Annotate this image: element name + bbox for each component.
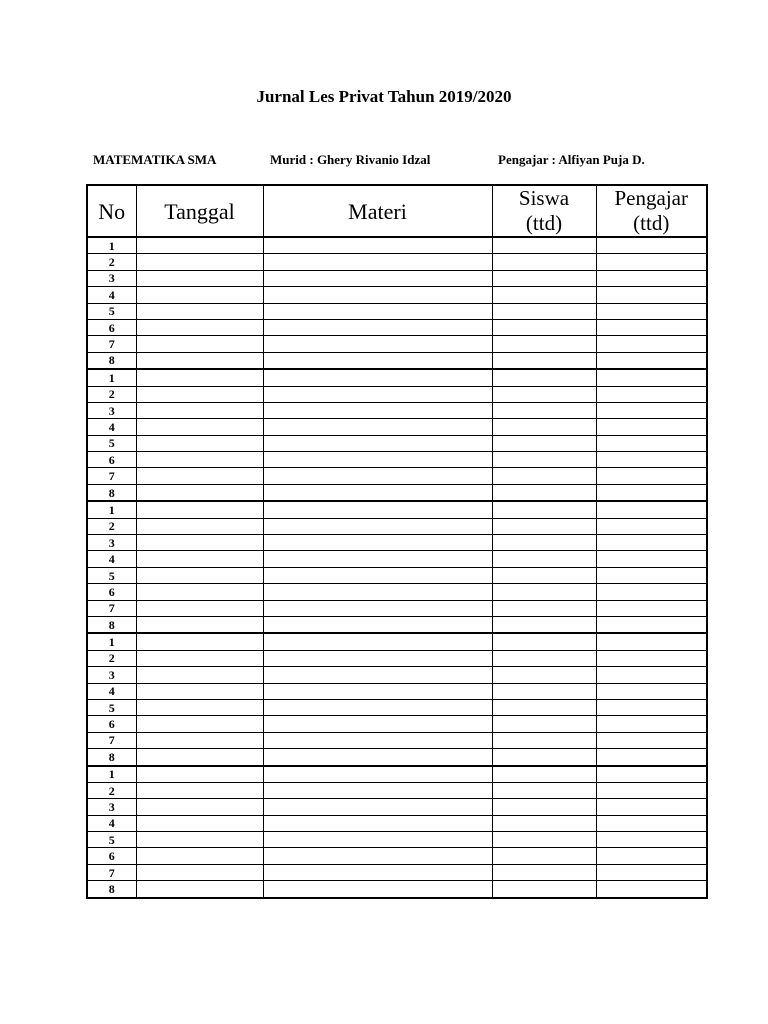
student-signature-cell xyxy=(492,237,596,254)
teacher-signature-cell xyxy=(596,551,707,567)
student-signature-cell xyxy=(492,567,596,583)
student-signature-cell xyxy=(492,386,596,402)
date-cell xyxy=(136,567,263,583)
row-number: 4 xyxy=(87,815,136,831)
date-cell xyxy=(136,716,263,732)
date-cell xyxy=(136,551,263,567)
date-cell xyxy=(136,848,263,864)
table-row xyxy=(87,864,707,880)
teacher-signature-cell xyxy=(596,270,707,286)
student-signature-cell xyxy=(492,749,596,766)
table-row xyxy=(87,303,707,319)
header-teacher-signature-line1: Pengajar xyxy=(614,186,688,210)
header-no: No xyxy=(87,185,136,237)
date-cell xyxy=(136,270,263,286)
journal-table xyxy=(86,184,708,899)
row-number: 1 xyxy=(87,369,136,386)
date-cell xyxy=(136,732,263,748)
row-number: 6 xyxy=(87,319,136,335)
student-signature-cell xyxy=(492,667,596,683)
material-cell xyxy=(263,667,492,683)
teacher-signature-cell xyxy=(596,716,707,732)
material-cell xyxy=(263,319,492,335)
material-cell xyxy=(263,435,492,451)
teacher-signature-cell xyxy=(596,815,707,831)
student-signature-cell xyxy=(492,848,596,864)
material-cell xyxy=(263,848,492,864)
date-cell xyxy=(136,749,263,766)
row-number: 7 xyxy=(87,468,136,484)
row-number: 2 xyxy=(87,386,136,402)
table-row xyxy=(87,369,707,386)
header-material: Materi xyxy=(263,185,492,237)
teacher-signature-cell xyxy=(596,254,707,270)
row-number: 4 xyxy=(87,287,136,303)
table-row xyxy=(87,683,707,699)
student-signature-cell xyxy=(492,468,596,484)
material-cell xyxy=(263,468,492,484)
row-number: 1 xyxy=(87,766,136,783)
student-signature-cell xyxy=(492,633,596,650)
table-row xyxy=(87,237,707,254)
teacher-signature-cell xyxy=(596,832,707,848)
row-number: 2 xyxy=(87,650,136,666)
material-cell xyxy=(263,616,492,633)
teacher-signature-cell xyxy=(596,386,707,402)
row-number: 3 xyxy=(87,799,136,815)
teacher-signature-cell xyxy=(596,732,707,748)
material-cell xyxy=(263,237,492,254)
date-cell xyxy=(136,699,263,715)
student-signature-cell xyxy=(492,616,596,633)
student-signature-cell xyxy=(492,699,596,715)
student-signature-cell xyxy=(492,551,596,567)
row-number: 3 xyxy=(87,270,136,286)
journal-table-body xyxy=(87,237,707,898)
material-cell xyxy=(263,369,492,386)
subject-label: MATEMATIKA SMA xyxy=(93,152,217,167)
student-signature-cell xyxy=(492,732,596,748)
student-signature-cell xyxy=(492,832,596,848)
material-cell xyxy=(263,336,492,352)
date-cell xyxy=(136,419,263,435)
date-cell xyxy=(136,402,263,418)
teacher-signature-cell xyxy=(596,650,707,666)
teacher-signature-cell xyxy=(596,881,707,898)
student-signature-cell xyxy=(492,766,596,783)
student-signature-cell xyxy=(492,270,596,286)
date-cell xyxy=(136,518,263,534)
row-number: 7 xyxy=(87,600,136,616)
header-teacher-signature xyxy=(596,185,707,237)
student-signature-cell xyxy=(492,287,596,303)
table-row xyxy=(87,501,707,518)
row-number: 8 xyxy=(87,749,136,766)
material-cell xyxy=(263,782,492,798)
date-cell xyxy=(136,683,263,699)
row-number: 4 xyxy=(87,419,136,435)
header-date: Tanggal xyxy=(136,185,263,237)
student-signature-cell xyxy=(492,484,596,501)
material-cell xyxy=(263,254,492,270)
table-row xyxy=(87,287,707,303)
teacher-signature-cell xyxy=(596,567,707,583)
table-row xyxy=(87,699,707,715)
table-row xyxy=(87,616,707,633)
row-number: 2 xyxy=(87,518,136,534)
date-cell xyxy=(136,766,263,783)
teacher-signature-cell xyxy=(596,336,707,352)
row-number: 4 xyxy=(87,551,136,567)
student-signature-cell xyxy=(492,518,596,534)
material-cell xyxy=(263,716,492,732)
teacher-signature-cell xyxy=(596,484,707,501)
date-cell xyxy=(136,468,263,484)
date-cell xyxy=(136,303,263,319)
material-cell xyxy=(263,352,492,369)
table-row xyxy=(87,419,707,435)
teacher-signature-cell xyxy=(596,584,707,600)
table-row xyxy=(87,352,707,369)
table-row xyxy=(87,452,707,468)
material-cell xyxy=(263,270,492,286)
row-number: 6 xyxy=(87,848,136,864)
material-cell xyxy=(263,484,492,501)
table-row xyxy=(87,782,707,798)
date-cell xyxy=(136,501,263,518)
teacher-signature-cell xyxy=(596,699,707,715)
table-row xyxy=(87,468,707,484)
row-number: 1 xyxy=(87,237,136,254)
row-number: 1 xyxy=(87,501,136,518)
table-row xyxy=(87,270,707,286)
row-number: 5 xyxy=(87,303,136,319)
student-signature-cell xyxy=(492,799,596,815)
material-cell xyxy=(263,683,492,699)
material-cell xyxy=(263,699,492,715)
table-row xyxy=(87,650,707,666)
table-row xyxy=(87,799,707,815)
header-teacher-signature-line2: (ttd) xyxy=(633,211,670,235)
table-row xyxy=(87,766,707,783)
date-cell xyxy=(136,452,263,468)
material-cell xyxy=(263,567,492,583)
student-signature-cell xyxy=(492,435,596,451)
teacher-signature-cell xyxy=(596,319,707,335)
row-number: 2 xyxy=(87,254,136,270)
material-cell xyxy=(263,303,492,319)
teacher-signature-cell xyxy=(596,683,707,699)
date-cell xyxy=(136,782,263,798)
table-row xyxy=(87,435,707,451)
student-signature-cell xyxy=(492,881,596,898)
date-cell xyxy=(136,386,263,402)
table-row xyxy=(87,749,707,766)
material-cell xyxy=(263,881,492,898)
table-row xyxy=(87,732,707,748)
table-row xyxy=(87,848,707,864)
date-cell xyxy=(136,832,263,848)
table-row xyxy=(87,484,707,501)
teacher-signature-cell xyxy=(596,535,707,551)
table-row xyxy=(87,600,707,616)
table-row xyxy=(87,815,707,831)
date-cell xyxy=(136,650,263,666)
material-cell xyxy=(263,287,492,303)
student-signature-cell xyxy=(492,650,596,666)
row-number: 8 xyxy=(87,616,136,633)
date-cell xyxy=(136,336,263,352)
material-cell xyxy=(263,452,492,468)
material-cell xyxy=(263,799,492,815)
student-signature-cell xyxy=(492,501,596,518)
date-cell xyxy=(136,667,263,683)
row-number: 5 xyxy=(87,567,136,583)
table-row xyxy=(87,336,707,352)
header-student-signature xyxy=(492,185,596,237)
teacher-signature-cell xyxy=(596,452,707,468)
table-row xyxy=(87,633,707,650)
teacher-signature-cell xyxy=(596,667,707,683)
row-number: 3 xyxy=(87,402,136,418)
material-cell xyxy=(263,386,492,402)
date-cell xyxy=(136,287,263,303)
material-cell xyxy=(263,518,492,534)
row-number: 8 xyxy=(87,352,136,369)
table-row xyxy=(87,832,707,848)
row-number: 6 xyxy=(87,584,136,600)
material-cell xyxy=(263,600,492,616)
header-student-signature-line1: Siswa xyxy=(518,186,570,210)
row-number: 6 xyxy=(87,452,136,468)
material-cell xyxy=(263,419,492,435)
date-cell xyxy=(136,535,263,551)
row-number: 5 xyxy=(87,699,136,715)
student-signature-cell xyxy=(492,452,596,468)
row-number: 7 xyxy=(87,732,136,748)
material-cell xyxy=(263,551,492,567)
student-signature-cell xyxy=(492,419,596,435)
teacher-signature-cell xyxy=(596,799,707,815)
date-cell xyxy=(136,616,263,633)
date-cell xyxy=(136,815,263,831)
table-header-row xyxy=(87,185,707,237)
material-cell xyxy=(263,501,492,518)
teacher-signature-cell xyxy=(596,518,707,534)
teacher-signature-cell xyxy=(596,369,707,386)
material-cell xyxy=(263,584,492,600)
material-cell xyxy=(263,650,492,666)
student-signature-cell xyxy=(492,369,596,386)
row-number: 3 xyxy=(87,667,136,683)
material-cell xyxy=(263,864,492,880)
date-cell xyxy=(136,600,263,616)
teacher-signature-cell xyxy=(596,616,707,633)
teacher-signature-cell xyxy=(596,287,707,303)
date-cell xyxy=(136,799,263,815)
table-row xyxy=(87,551,707,567)
student-signature-cell xyxy=(492,716,596,732)
table-row xyxy=(87,535,707,551)
teacher-signature-cell xyxy=(596,352,707,369)
student-signature-cell xyxy=(492,319,596,335)
table-row xyxy=(87,319,707,335)
material-cell xyxy=(263,732,492,748)
student-signature-cell xyxy=(492,336,596,352)
student-signature-cell xyxy=(492,254,596,270)
table-row xyxy=(87,584,707,600)
row-number: 7 xyxy=(87,336,136,352)
row-number: 8 xyxy=(87,881,136,898)
document-title: Jurnal Les Privat Tahun 2019/2020 xyxy=(256,87,512,106)
teacher-signature-cell xyxy=(596,766,707,783)
student-signature-cell xyxy=(492,352,596,369)
teacher-signature-cell xyxy=(596,501,707,518)
date-cell xyxy=(136,254,263,270)
teacher-signature-cell xyxy=(596,864,707,880)
material-cell xyxy=(263,749,492,766)
table-row xyxy=(87,567,707,583)
teacher-signature-cell xyxy=(596,848,707,864)
date-cell xyxy=(136,352,263,369)
material-cell xyxy=(263,402,492,418)
row-number: 6 xyxy=(87,716,136,732)
date-cell xyxy=(136,369,263,386)
date-cell xyxy=(136,435,263,451)
teacher-signature-cell xyxy=(596,303,707,319)
table-row xyxy=(87,881,707,898)
teacher-signature-cell xyxy=(596,435,707,451)
row-number: 3 xyxy=(87,535,136,551)
row-number: 7 xyxy=(87,864,136,880)
teacher-signature-cell xyxy=(596,419,707,435)
teacher-signature-cell xyxy=(596,782,707,798)
student-label: Murid : Ghery Rivanio Idzal xyxy=(270,152,431,167)
table-row xyxy=(87,254,707,270)
header-student-signature-line2: (ttd) xyxy=(525,211,563,235)
row-number: 5 xyxy=(87,832,136,848)
student-signature-cell xyxy=(492,584,596,600)
row-number: 4 xyxy=(87,683,136,699)
student-signature-cell xyxy=(492,864,596,880)
table-row xyxy=(87,716,707,732)
table-row xyxy=(87,518,707,534)
row-number: 8 xyxy=(87,484,136,501)
student-signature-cell xyxy=(492,782,596,798)
student-signature-cell xyxy=(492,402,596,418)
material-cell xyxy=(263,535,492,551)
student-signature-cell xyxy=(492,815,596,831)
date-cell xyxy=(136,237,263,254)
material-cell xyxy=(263,815,492,831)
row-number: 5 xyxy=(87,435,136,451)
student-signature-cell xyxy=(492,303,596,319)
teacher-label: Pengajar : Alfiyan Puja D. xyxy=(498,152,645,167)
row-number: 1 xyxy=(87,633,136,650)
date-cell xyxy=(136,864,263,880)
student-signature-cell xyxy=(492,535,596,551)
student-signature-cell xyxy=(492,600,596,616)
student-signature-cell xyxy=(492,683,596,699)
date-cell xyxy=(136,319,263,335)
teacher-signature-cell xyxy=(596,749,707,766)
material-cell xyxy=(263,832,492,848)
date-cell xyxy=(136,484,263,501)
date-cell xyxy=(136,584,263,600)
teacher-signature-cell xyxy=(596,237,707,254)
teacher-signature-cell xyxy=(596,468,707,484)
teacher-signature-cell xyxy=(596,600,707,616)
row-number: 2 xyxy=(87,782,136,798)
date-cell xyxy=(136,633,263,650)
table-row xyxy=(87,667,707,683)
teacher-signature-cell xyxy=(596,633,707,650)
material-cell xyxy=(263,633,492,650)
teacher-signature-cell xyxy=(596,402,707,418)
table-row xyxy=(87,386,707,402)
date-cell xyxy=(136,881,263,898)
table-row xyxy=(87,402,707,418)
material-cell xyxy=(263,766,492,783)
